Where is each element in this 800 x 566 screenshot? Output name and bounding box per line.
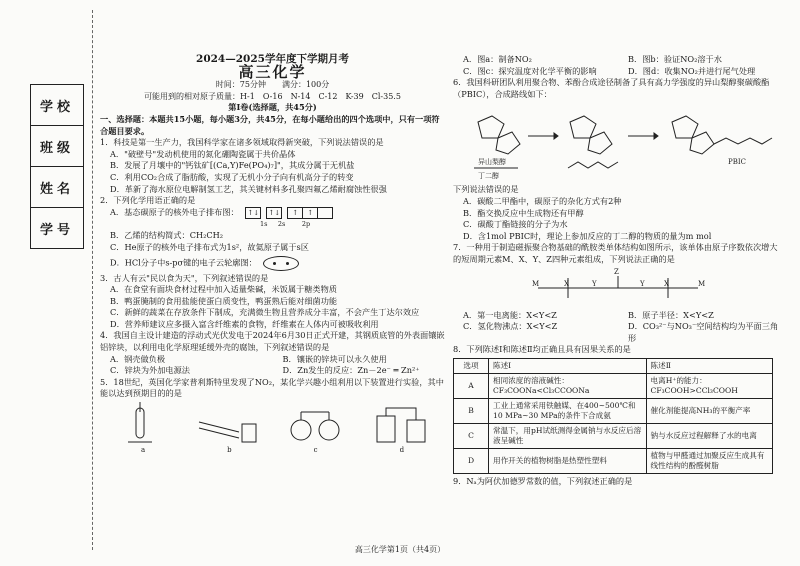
strip-number: 学号: [39, 222, 74, 238]
orbital-label-2p: 2p: [301, 219, 311, 228]
synthesis-route-diagram: [458, 102, 778, 182]
orbital-box: ↑↓: [266, 207, 282, 219]
section1-instructions: 一、选择题：本题共15小题，每小题3分，共45分，在每小题给出的四个选项中，只有一项符合题目要求。: [100, 113, 440, 136]
svg-text:Y: Y: [640, 279, 645, 288]
table-cell: D: [454, 448, 489, 473]
q6-option-c: C．碳酸丁酯链接的分子为水: [463, 219, 568, 230]
table-cell: 植物与甲醛通过加聚反应生成具有线性结构的酚醛树脂: [646, 448, 772, 473]
test-tube-apparatus-icon: [108, 402, 178, 448]
svg-text:Z: Z: [614, 267, 619, 276]
table-cell: 催化剂能提高NH₃的平衡产率: [646, 398, 772, 423]
svg-text:X: X: [664, 279, 669, 288]
q4-stem: 4．我国自主设计建造的浮动式光伏发电于2024年6月30日正式开建，其钢质底管的外表面镶嵌铝锌块，以利用电化学原理延缓外壳的腐蚀，下列叙述错误的是: [100, 330, 445, 353]
table-row: [454, 448, 773, 473]
q5-apparatus-figures: [100, 402, 445, 457]
svg-text:M: M: [532, 279, 540, 288]
q3-option-c: C．新鲜的蔬菜在存放条件下制成，充满微生物且营养成分丰富，不会产生丁达尔效应: [110, 307, 420, 318]
q6-option-d: D．含1mol PBIC时，理论上参加反应的丁二醇的物质的量为m mol: [463, 230, 712, 241]
q4-option-c: C．锌块为外加电源法: [110, 365, 190, 376]
q5-options-row1: [453, 54, 783, 66]
figure-b: [194, 402, 264, 457]
table-cell: 工业上通常采用铁触媒、在400~500℃和10 MPa~30 MPa的条件下合成氨: [489, 398, 647, 423]
svg-text:M: M: [698, 279, 706, 288]
q7-options-row1: [453, 310, 783, 322]
svg-text:Y: Y: [592, 279, 597, 288]
q2-stem: 2．下列化学用语正确的是: [100, 195, 196, 206]
left-column: [100, 52, 445, 459]
q5-option-d: D．图d：收集NO₂并进行尾气处理: [628, 65, 756, 76]
table-header-row: [454, 358, 773, 373]
table-cell: 钠与水反应过程解释了水的电离: [646, 423, 772, 448]
q4-options-row1: [100, 354, 445, 366]
orbital-labels: [110, 219, 445, 231]
table-cell: 用作开关的植物树脂是热塑性塑料: [489, 448, 647, 473]
q7-options-row2: [453, 321, 783, 344]
q3-option-d: D．营养师建议应多摄入富含纤维素的食物，纤维素在人体内可被吸收利用: [110, 318, 379, 329]
figure-c-label: c: [313, 446, 318, 455]
atomic-masses: 可能用到的相对原子质量：H-1 O-16 N-14 C-12 K-39 Cl-35.5: [144, 91, 401, 101]
water-bath-flasks-icon: [281, 402, 351, 448]
table-row: [454, 398, 773, 423]
q4-option-d: D．Zn发生的反应：Zn－2e⁻ ═ Zn²⁺: [282, 365, 420, 376]
q2-option-d-text: D．HCl分子中s-pσ键的电子云轮廓图：: [110, 257, 257, 267]
binding-line: [92, 10, 93, 550]
table-cell: 常温下，用pH试纸测得金属钠与水反应后溶液呈碱性: [489, 423, 647, 448]
q3-option-a: A．在食堂有面块食材过程中加入适量柴碱，米饭属于糖类物质: [110, 284, 337, 295]
table-header: 选项: [454, 358, 489, 373]
right-column: [453, 54, 783, 488]
orbital-box: ↑: [302, 207, 318, 219]
page-footer: 高三化学第1页（共4页）: [354, 545, 446, 554]
q4-option-a: A．钢壳做负极: [110, 353, 166, 364]
monomer-structure-diagram: [518, 268, 718, 308]
orbital-label-2s: 2s: [277, 219, 286, 228]
orbital-label-1s: 1s: [260, 219, 268, 228]
figure-d: [367, 402, 437, 457]
table-cell: C: [454, 423, 489, 448]
q2-option-c: C．He原子的核外电子排布式为1s²，故氦原子属于s区: [110, 241, 309, 252]
table-cell: 相同浓度的溶液碱性：CF₃COONa<Cl₃CCOONa: [489, 373, 647, 398]
q5-option-b: B．图b：验证NO₂溶于水: [628, 54, 722, 64]
q7-option-a: A．第一电离能：X<Y<Z: [463, 309, 557, 320]
q5-option-c: C．图c：探究温度对化学平衡的影响: [463, 65, 597, 76]
gas-collection-apparatus-icon: [367, 402, 437, 448]
figure-b-label: b: [227, 446, 232, 455]
svg-text:X: X: [564, 279, 569, 288]
q8-table: [453, 358, 773, 474]
figure-a-label: a: [141, 446, 146, 455]
exam-title: 2024—2025学年度下学期月考: [196, 53, 349, 65]
time-score: 时间：75分钟 满分：100分: [215, 80, 330, 90]
figure-c: [281, 402, 351, 457]
tube-and-flask-apparatus-icon: [194, 402, 264, 448]
q9-stem: 9．Nₐ为阿伏加德罗常数的值，下列叙述正确的是: [453, 475, 633, 486]
q1-option-c: C．利用CO₂合成了脂肪酸，实现了无机小分子向有机高分子的转变: [110, 171, 354, 182]
figure-a: [108, 402, 178, 457]
table-cell: A: [454, 373, 489, 398]
table-header: 陈述Ⅰ: [489, 358, 647, 373]
table-row: [454, 373, 773, 398]
q1-option-a: A．"破壁号"发动机使用的氮化硼陶瓷属于共价晶体: [110, 148, 296, 159]
table-cell: B: [454, 398, 489, 423]
label-isosorbide: 异山梨醇: [478, 158, 506, 167]
q7-option-d: D．CO₃²⁻与NO₃⁻空间结构均为平面三角形: [628, 321, 779, 343]
q2-option-a-text: A．基态碳原子的核外电子排布图：: [110, 206, 239, 217]
q1-option-d: D．革新了海水原位电解制氢工艺，其关键材料多孔聚四氟乙烯耐腐蚀性很强: [110, 183, 387, 194]
q6-question: 下列说法错误的是: [453, 184, 519, 195]
table-row: [454, 423, 773, 448]
part1-title: 第Ⅰ卷(选择题，共45分): [228, 102, 317, 113]
q2-option-a: [100, 207, 445, 231]
strip-school: 学校: [31, 85, 83, 126]
table-header: 陈述Ⅱ: [646, 358, 772, 373]
q5-stem: 5．18世纪，英国化学家普利斯特里发现了NO₂，某化学兴趣小组利用以下装置进行实验，其中能以达到预期目的的是: [100, 376, 444, 399]
q7-stem: 7．一种用于制造磁振聚合物基础的酰胺类单体结构如图所示，该单体由原子序数依次增大的短周期元素M、X、Y、Z四种元素组成，下列说法正确的是: [453, 242, 778, 264]
subject-title: 高三化学: [238, 62, 307, 81]
electron-cloud-diagram: [263, 256, 299, 271]
strip-name: 姓名: [31, 167, 83, 208]
strip-class: 班级: [31, 126, 83, 167]
q7-option-c: C．氢化物沸点：X<Y<Z: [463, 321, 558, 332]
q3-option-b: B．鸭蛋腌制的食用盐能使蛋白质变性，鸭蛋熟后能对细菌功能: [110, 295, 338, 306]
table-cell: 电离H⁺的能力：CF₃COOH>CCl₃COOH: [646, 373, 772, 398]
orbital-diagram: [245, 207, 332, 219]
q1-option-b: B．发展了月壤中的"钙钛矿[(Ca,Y)Fe(PO₄)₇]"，其成分属于无机盐: [110, 160, 355, 171]
label-pbic: PBIC: [728, 158, 746, 167]
orbital-box: ↑↓: [245, 207, 261, 219]
q8-stem: 8．下列陈述Ⅰ和陈述Ⅱ均正确且具有因果关系的是: [453, 344, 631, 355]
binding-strip: [30, 84, 84, 249]
orbital-box: ↑: [287, 207, 303, 219]
q3-stem: 3．古人有云"民以食为天"，下列叙述错误的是: [100, 272, 269, 283]
label-butanediol: 丁二醇: [478, 172, 499, 181]
q6-option-b: B．酯交换反应中生成物还有甲醇: [463, 207, 584, 218]
q5-option-a: A．图a：制备NO₂: [463, 54, 532, 64]
q4-options-row2: [100, 365, 445, 377]
q6-stem: 6．我国科研团队利用聚合物、苯酚合成途径制备了具有高力学强度的异山梨醇聚碳酸酯（PBIC），合成路线如下：: [453, 77, 770, 99]
q6-option-a: A．碳酸二甲酯中，碳原子的杂化方式有2种: [463, 195, 622, 206]
q5-options-row2: [453, 66, 783, 78]
q4-option-b: B．镶嵌的锌块可以永久使用: [282, 353, 387, 364]
q7-option-b: B．原子半径：X<Y<Z: [628, 309, 714, 320]
figure-d-label: d: [399, 446, 405, 455]
q1-stem: 1．科技是第一生产力，我国科学家在诸多领域取得新突破，下列说法错误的是: [100, 137, 384, 148]
orbital-box: [317, 207, 333, 219]
q2-option-b: B．乙烯的结构简式：CH₂CH₂: [110, 230, 224, 241]
q2-option-d: [100, 256, 445, 271]
